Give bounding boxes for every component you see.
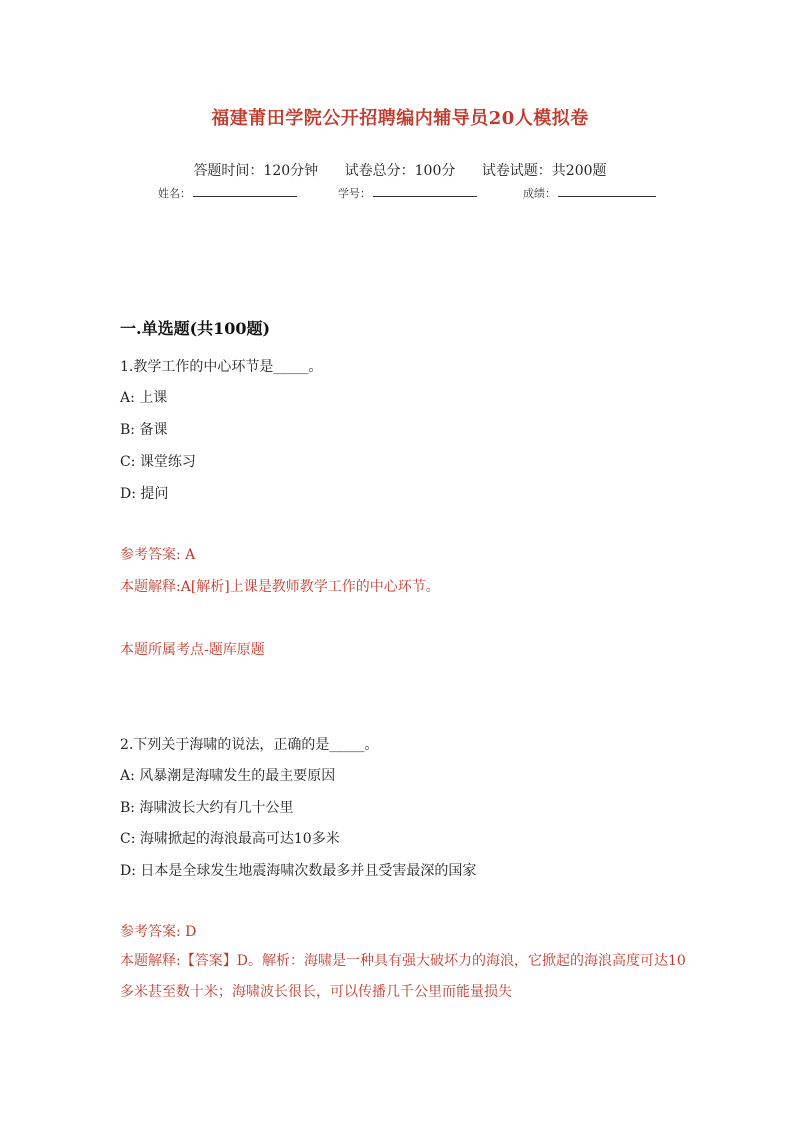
score-label: 成绩： — [523, 187, 556, 200]
name-label: 姓名： — [158, 187, 191, 200]
name-blank — [193, 184, 297, 197]
exam-meta — [0, 160, 800, 180]
question-2-option-b: B: 海啸波长大约有几十公里 — [120, 800, 294, 816]
question-1-option-a: A: 上课 — [120, 390, 168, 406]
question-2-stem: 2.下列关于海啸的说法，正确的是_____。 — [120, 737, 379, 753]
question-1-option-c: C: 课堂练习 — [120, 454, 196, 470]
score-blank — [558, 184, 656, 197]
question-1-option-d: D: 提问 — [120, 486, 169, 502]
exam-time: 答题时间：120分钟 — [193, 163, 319, 179]
question-2-option-c: C: 海啸掀起的海浪最高可达10多米 — [120, 831, 340, 847]
exam-total-score: 试卷总分：100分 — [344, 163, 456, 179]
question-1-option-b: B: 备课 — [120, 422, 168, 438]
document-title: 福建莆田学院公开招聘编内辅导员20人模拟卷 — [211, 108, 589, 129]
student-info — [158, 184, 678, 201]
question-1-source: 本题所属考点-题库原题 — [120, 642, 265, 658]
question-1-stem: 1.教学工作的中心环节是_____。 — [120, 359, 323, 375]
question-2-option-a: A: 风暴潮是海啸发生的最主要原因 — [120, 768, 336, 784]
student-id-blank — [373, 184, 477, 197]
student-id-label: 学号： — [338, 187, 371, 200]
question-1-answer: 参考答案: A — [120, 547, 196, 563]
student-id-field — [338, 184, 523, 201]
score-field — [523, 184, 656, 201]
question-2-answer: 参考答案: D — [120, 924, 197, 940]
question-1-explanation: 本题解释:A[解析]上课是教师教学工作的中心环节。 — [120, 579, 440, 595]
section-title: 一.单选题(共100题) — [120, 319, 271, 338]
question-2-explanation: 本题解释:【答案】D。解析：海啸是一种具有强大破坏力的海浪，它掀起的海浪高度可达10多米甚至数十米；海啸波长很长，可以传播几千公里而能量损失 — [120, 953, 686, 1000]
question-2-option-d: D: 日本是全球发生地震海啸次数最多并且受害最深的国家 — [120, 863, 477, 879]
exam-question-count: 试卷试题：共200题 — [481, 163, 607, 179]
name-field — [158, 184, 338, 201]
